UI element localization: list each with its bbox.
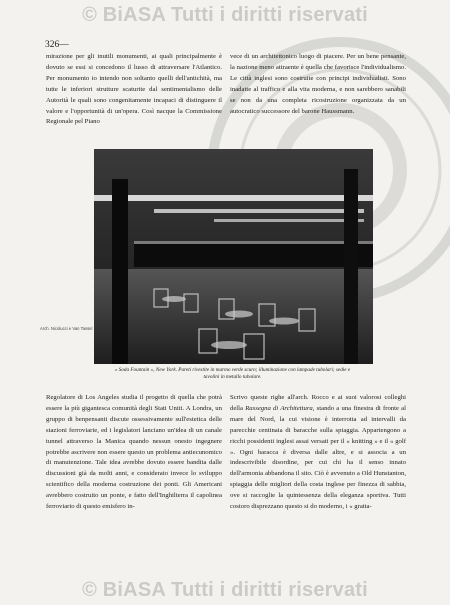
- text-column-bottom-right: [230, 393, 406, 569]
- paragraph: vece di un architettonico luogo di piacere. Per un bene pensante, la nazione meno attraente è quella che favorisce l'individualismo. Le città inglesi sono costruite con principi individualisti. Sono inadatte al traffico e alla vita moderna, e non sarebbero sanabili se non da una completa ricostruzione organizzata da un autocratico successore del barone Haussmann.: [230, 53, 406, 115]
- text-column-bottom-left: [46, 393, 222, 569]
- photo-credit: Arch. Nicolucci e Van Tassel: [40, 326, 93, 331]
- soda-fountain-photo: [94, 149, 373, 364]
- journal-title: Rassegna di Architettura: [245, 404, 313, 412]
- paragraph: [230, 393, 406, 513]
- text-run: Scrivo queste righe all'arch. Rocco e ai suoi valorosi colleghi della: [230, 394, 406, 412]
- watermark-bottom: © BiASA Tutti i diritti riservati: [82, 578, 368, 601]
- paragraph: mirazione per gli inutili monumenti, ai quali principalmente è dovuto se essi si concedono il lusso di attraversare l'Atlantico. Per monumento io intendo non soltanto quelli dell'antichità, ma tutte le inferiori strutture scaturite dal sentimentalismo delle Autorità le quali sono congenitamente incapaci di distinguere il valore e l'opportunità di un'opera. Così nacque la Commissione Regionale pel Piano: [46, 53, 222, 126]
- text-run: , stando a una finestra di fronte al mare del Nord, la cui visione è interrotta ad intervalli da parecchie centinaia di baracche sulla spiaggia. Appartengono a ricchi possidenti inglesi assai versati per il « knitting » e il « golf ». Ogni baracca è diversa dalle altre, e si associa a un indescrivibile disordine, per cui chi ha il senso innato dell'armonia abbandona il sito. Ciò è avvenuto a Old Hunstanton, spiaggia delle migliori della costa inglese per finezza di sabbia, ove si raccoglie la quintessenza della eleganza sportiva. Tutti costoro disprezzano questo si do moderno, i « gratta-: [230, 404, 406, 511]
- watermark-top: © BiASA Tutti i diritti riservati: [82, 3, 368, 26]
- interior-photograph: [94, 149, 373, 364]
- paragraph: Regolatore di Los Angeles studia il progetto di quella che potrà essere la più gigantesca comunità degli Stati Uniti. A Londra, un gruppo di benpensanti discute ossessivamente sull'estetica delle stazioni ferroviarie, ed i legislatori lanciano un'idea di un canale tunnel attraverso la Manica quando nessun onesto ingegnere potrebbe ascrivere non essere questo un problema antiecunomico di manutenzione. Tale idea avrebbe dovuto essere bandita dalle discussioni già da molti anni, e considerato invece lo sviluppo scientifico della moderna costruzione dei ponti. Gli Americani avrebbero costruito un ponte, e fatto dell'Inghilterra il capolinea ferroviario di questo emisfero in-: [46, 394, 222, 511]
- photo-caption: « Soda Fountain », New York. Pareti rivestite in marmo verde scuro; illuminazione con lampade tubolari; sedie e tavolini in metallo tubolare.: [114, 367, 351, 381]
- page-number: 326—: [45, 40, 69, 50]
